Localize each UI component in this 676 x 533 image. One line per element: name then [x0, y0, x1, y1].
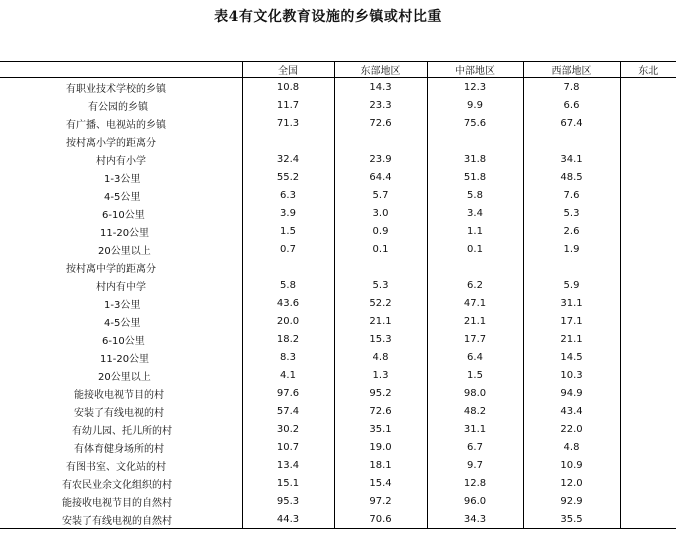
table-cell — [620, 150, 676, 168]
table-cell — [620, 258, 676, 276]
table-cell — [620, 294, 676, 312]
table-cell: 44.3 — [242, 510, 334, 529]
row-label: 4-5公里 — [104, 317, 141, 329]
table-cell — [427, 132, 523, 150]
row-label: 1-3公里 — [104, 299, 141, 311]
table-cell — [620, 348, 676, 366]
table-cell — [620, 78, 676, 97]
table-cell: 7.6 — [523, 186, 620, 204]
table-cell — [620, 366, 676, 384]
table-cell: 17.1 — [523, 312, 620, 330]
table-cell: 18.1 — [334, 456, 427, 474]
table-row — [0, 168, 676, 186]
row-label: 有广播、电视站的乡镇 — [66, 119, 166, 131]
table-cell: 35.5 — [523, 510, 620, 529]
table-cell: 10.9 — [523, 456, 620, 474]
table-cell — [334, 132, 427, 150]
table-cell: 5.9 — [523, 276, 620, 294]
table-cell: 96.0 — [427, 492, 523, 510]
row-label: 安装了有线电视的自然村 — [0, 510, 242, 529]
table-cell — [523, 132, 620, 150]
table-cell: 1.1 — [427, 222, 523, 240]
row-label: 20公里以上 — [98, 245, 151, 257]
data-table — [0, 61, 676, 529]
row-label: 20公里以上 — [98, 371, 151, 383]
row-label: 11-20公里 — [100, 227, 150, 239]
table-cell — [620, 276, 676, 294]
table-row — [0, 276, 676, 294]
table-cell: 9.7 — [427, 456, 523, 474]
table-cell: 15.3 — [334, 330, 427, 348]
row-label: 有幼儿园、托儿所的村 — [72, 425, 172, 437]
table-cell — [620, 222, 676, 240]
row-label: 6-10公里 — [102, 335, 145, 347]
table-cell: 97.2 — [334, 492, 427, 510]
row-label: 有职业技术学校的乡镇 — [66, 83, 166, 95]
table-row — [0, 348, 676, 366]
table-row — [0, 114, 676, 132]
table-cell: 1.5 — [242, 222, 334, 240]
table-row — [0, 294, 676, 312]
table-cell: 48.5 — [523, 168, 620, 186]
table-cell: 0.7 — [242, 240, 334, 258]
table-cell — [620, 474, 676, 492]
table-cell: 34.1 — [523, 150, 620, 168]
table-cell — [620, 240, 676, 258]
table-row — [0, 312, 676, 330]
header-row — [0, 62, 676, 78]
row-label: 能接收电视节目的村 — [74, 389, 164, 401]
row-label: 村内有小学 — [96, 155, 146, 167]
table-row — [0, 186, 676, 204]
table-cell: 72.6 — [334, 114, 427, 132]
table-cell — [620, 168, 676, 186]
table-row — [0, 78, 676, 97]
table-cell: 5.8 — [427, 186, 523, 204]
table-row — [0, 510, 676, 529]
header-cell-central: 中部地区 — [427, 62, 523, 78]
table-cell: 0.1 — [334, 240, 427, 258]
table-row — [0, 456, 676, 474]
table-cell: 15.1 — [242, 474, 334, 492]
table-cell: 21.1 — [427, 312, 523, 330]
table-cell: 3.4 — [427, 204, 523, 222]
table-cell: 43.4 — [523, 402, 620, 420]
row-label: 村内有中学 — [96, 281, 146, 293]
table-cell: 2.6 — [523, 222, 620, 240]
table-cell — [242, 258, 334, 276]
table-cell: 32.4 — [242, 150, 334, 168]
table-cell — [620, 420, 676, 438]
table-cell: 17.7 — [427, 330, 523, 348]
table-cell — [242, 132, 334, 150]
table-cell: 21.1 — [334, 312, 427, 330]
table-cell: 14.5 — [523, 348, 620, 366]
table-cell: 48.2 — [427, 402, 523, 420]
table-cell: 30.2 — [242, 420, 334, 438]
row-label: 有体育健身场所的村 — [74, 443, 164, 455]
table-cell: 4.8 — [334, 348, 427, 366]
table-cell — [620, 510, 676, 529]
row-label: 1-3公里 — [104, 173, 141, 185]
table-cell: 5.3 — [334, 276, 427, 294]
table-row — [0, 204, 676, 222]
table-cell: 31.8 — [427, 150, 523, 168]
row-label: 4-5公里 — [104, 191, 141, 203]
table-row — [0, 150, 676, 168]
row-label: 安装了有线电视的村 — [74, 407, 164, 419]
table-cell: 55.2 — [242, 168, 334, 186]
table-cell: 71.3 — [242, 114, 334, 132]
table-cell: 47.1 — [427, 294, 523, 312]
table-header — [0, 62, 676, 78]
header-cell-northeast: 东北 — [620, 62, 676, 78]
table-cell: 11.7 — [242, 96, 334, 114]
table-cell — [523, 258, 620, 276]
table-row — [0, 420, 676, 438]
table-row — [0, 330, 676, 348]
table-cell — [620, 402, 676, 420]
table-cell: 57.4 — [242, 402, 334, 420]
row-label: 按村离中学的距离分 — [66, 263, 156, 275]
table-cell: 5.3 — [523, 204, 620, 222]
table-row — [0, 222, 676, 240]
row-label: 有农民业余文化组织的村 — [62, 479, 172, 491]
table-cell — [620, 114, 676, 132]
table-cell: 20.0 — [242, 312, 334, 330]
table-cell — [620, 384, 676, 402]
table-cell: 7.8 — [523, 78, 620, 97]
header-cell-west: 西部地区 — [523, 62, 620, 78]
table-title: 表4有文化教育设施的乡镇或村比重 — [214, 9, 442, 25]
table-cell: 6.7 — [427, 438, 523, 456]
table-cell: 92.9 — [523, 492, 620, 510]
table-cell: 1.9 — [523, 240, 620, 258]
row-label: 有图书室、文化站的村 — [66, 461, 166, 473]
table-cell: 0.9 — [334, 222, 427, 240]
table-cell: 72.6 — [334, 402, 427, 420]
header-cell-national: 全国 — [242, 62, 334, 78]
table-cell: 23.3 — [334, 96, 427, 114]
table-cell: 75.6 — [427, 114, 523, 132]
table-cell: 5.8 — [242, 276, 334, 294]
row-label: 6-10公里 — [102, 209, 145, 221]
table-row — [0, 474, 676, 492]
table-row — [0, 492, 676, 510]
table-cell: 0.1 — [427, 240, 523, 258]
table-cell: 70.6 — [334, 510, 427, 529]
table-cell: 51.8 — [427, 168, 523, 186]
table-row — [0, 366, 676, 384]
table-cell — [334, 258, 427, 276]
table-cell — [620, 456, 676, 474]
table-body — [0, 78, 676, 529]
table-cell: 1.3 — [334, 366, 427, 384]
table-cell: 1.5 — [427, 366, 523, 384]
table-row — [0, 438, 676, 456]
table-cell — [620, 438, 676, 456]
table-cell: 31.1 — [523, 294, 620, 312]
table-cell: 9.9 — [427, 96, 523, 114]
table-cell: 10.3 — [523, 366, 620, 384]
table-row — [0, 402, 676, 420]
table-cell: 19.0 — [334, 438, 427, 456]
table-cell: 94.9 — [523, 384, 620, 402]
table-cell: 97.6 — [242, 384, 334, 402]
table-cell: 6.2 — [427, 276, 523, 294]
table-cell: 4.8 — [523, 438, 620, 456]
table-cell: 12.0 — [523, 474, 620, 492]
table-cell — [620, 96, 676, 114]
table-cell — [620, 330, 676, 348]
table-cell — [620, 312, 676, 330]
table-cell: 12.3 — [427, 78, 523, 97]
table-row — [0, 240, 676, 258]
table-cell: 98.0 — [427, 384, 523, 402]
table-cell: 52.2 — [334, 294, 427, 312]
table-cell: 3.9 — [242, 204, 334, 222]
table-cell: 18.2 — [242, 330, 334, 348]
table-cell: 21.1 — [523, 330, 620, 348]
header-cell-label — [0, 62, 242, 78]
table-cell — [620, 186, 676, 204]
table-cell: 6.6 — [523, 96, 620, 114]
table-cell: 95.3 — [242, 492, 334, 510]
table-cell: 12.8 — [427, 474, 523, 492]
row-label: 按村离小学的距离分 — [66, 137, 156, 149]
row-label: 能接收电视节目的自然村 — [62, 497, 172, 509]
table-cell: 8.3 — [242, 348, 334, 366]
table-row — [0, 132, 676, 150]
table-cell: 34.3 — [427, 510, 523, 529]
table-cell: 15.4 — [334, 474, 427, 492]
header-cell-east: 东部地区 — [334, 62, 427, 78]
table-cell: 5.7 — [334, 186, 427, 204]
table-cell: 10.7 — [242, 438, 334, 456]
row-label: 11-20公里 — [100, 353, 150, 365]
table-cell: 3.0 — [334, 204, 427, 222]
table-cell — [620, 204, 676, 222]
table-cell: 64.4 — [334, 168, 427, 186]
table-cell: 10.8 — [242, 78, 334, 97]
table-cell: 95.2 — [334, 384, 427, 402]
table-cell: 22.0 — [523, 420, 620, 438]
table-cell: 6.3 — [242, 186, 334, 204]
table-cell: 23.9 — [334, 150, 427, 168]
table-cell: 14.3 — [334, 78, 427, 97]
table-cell: 6.4 — [427, 348, 523, 366]
table-cell — [620, 492, 676, 510]
table-row — [0, 384, 676, 402]
row-label: 有公园的乡镇 — [88, 101, 148, 113]
table-cell — [427, 258, 523, 276]
table-row — [0, 258, 676, 276]
table-container — [0, 61, 659, 529]
table-cell: 43.6 — [242, 294, 334, 312]
table-cell: 31.1 — [427, 420, 523, 438]
table-row — [0, 96, 676, 114]
table-cell: 35.1 — [334, 420, 427, 438]
table-cell — [620, 132, 676, 150]
table-cell: 67.4 — [523, 114, 620, 132]
table-cell: 13.4 — [242, 456, 334, 474]
table-cell: 4.1 — [242, 366, 334, 384]
